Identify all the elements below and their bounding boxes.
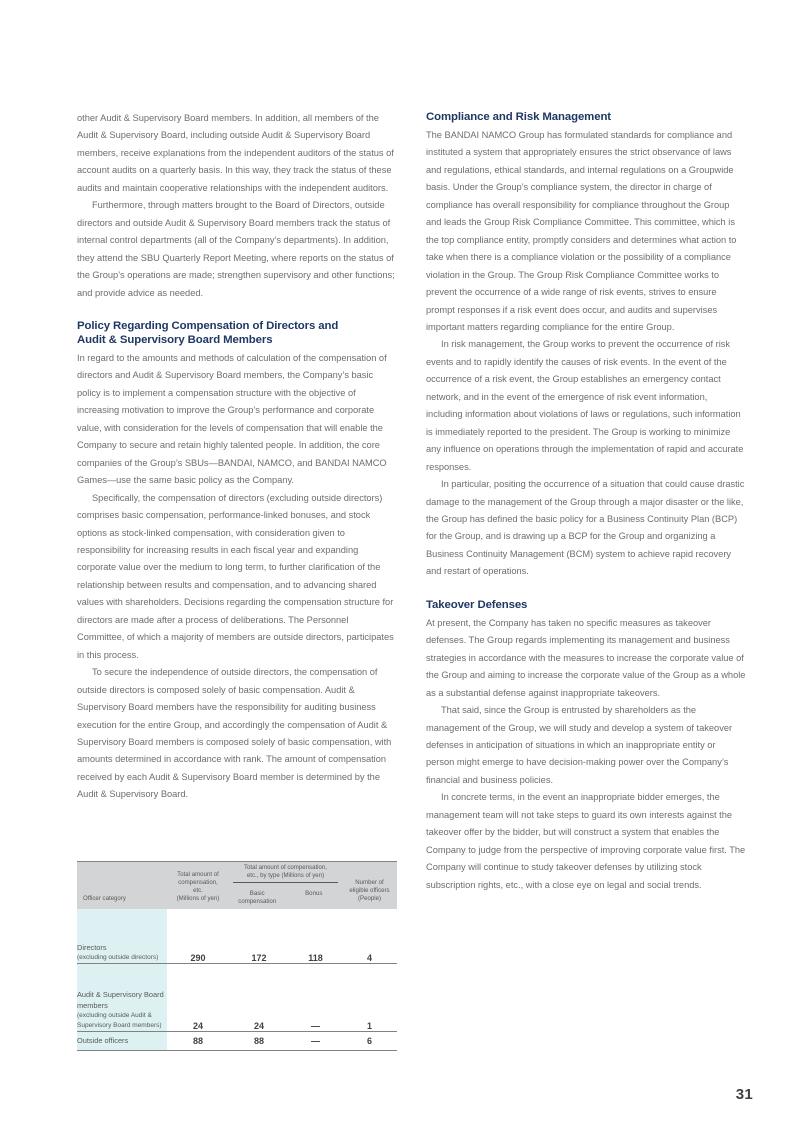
cell-bonus-audit-board: — [289,963,342,1031]
heading-takeover-defenses: Takeover Defenses [426,598,528,611]
header-label-eligible-line2: eligible officers [349,886,390,894]
header-label-eligible-line1: Number of [355,878,384,886]
header-subcolumns [229,890,342,906]
heading-policy-regarding-compensation [77,319,397,347]
cell-bonus-directors: 118 [289,909,342,963]
paragraph-takeover-that-said: That said, since the Group is entrusted by shareholders as the management of the Group, we will study and develop a system of takeover defenses in anticipation of situations in which an inappropriate entity or person might emerge to have decision-making power over the Company’s financial and business policies. [426,705,733,785]
cell-total-audit-board: 24 [167,963,229,1031]
header-label-bonus: Bonus [305,889,323,897]
header-label-by-type [229,864,342,880]
header-cell-officer-category [77,862,167,909]
paragraph-compensation-specifically: Specifically, the compensation of directors (excluding outside directors) comprises basic compensation, performance-linked bonuses, and stock options as stock-linked compensation, with consideration given to responsibility for increasing results in each fiscal year and expanding corporate value over the medium to long term, to further clarification of the relationship between results and compensation, and to advancing shared values with shareholders. Decisions regarding the compensation structure for directors are made after a process of deliberations. The Personnel Committee, of which a majority of members are outside directors, participates in this process. [77,492,394,660]
header-label-basic-line2: compensation [238,897,277,905]
category-main-audit-board: Audit & Supervisory Board members [77,989,164,1010]
header-label-total-line4: (Millions of yen) [176,894,220,902]
header-label-total-line2: compensation, [178,878,218,886]
header-cell-basic-compensation [229,890,286,906]
header-cell-eligible-officers [342,862,397,909]
paragraph-takeover-concrete-terms: In concrete terms, in the event an inappropriate bidder emerges, the management team will not take steps to guard its own interests against the takeover offer by the bidder, but will construct a system that enables the Company to judge from the perspective of improving corporate value first. The Company will continue to study takeover defenses by utilizing stock subscription rights, etc., with a close eye on legal and social trends. [426,792,746,890]
cell-category-outside-officers [77,1031,167,1050]
right-column [426,110,746,894]
category-sub-directors: (excluding outside directors) [77,953,159,961]
left-column [77,110,397,894]
paragraph-compensation-basic-policy: In regard to the amounts and methods of calculation of the compensation of directors and Audit & Supervisory Board members, the Company’s basic policy is to implement a compensation structure with the objective of increasing motivation to improve the Group’s performance and corporate value, with consideration for the levels of compensation that will enable the Company to secure and retain highly talented people. In addition, the core companies of the Group’s SBUs—BANDAI, NAMCO, and BANDAI NAMCO Games—use the same basic policy as the Company. [77,352,387,486]
cell-total-outside-officers: 88 [167,1031,229,1050]
cell-count-directors: 4 [342,909,397,963]
header-label-bytype-line1: Total amount of compensation, [244,864,327,871]
header-label-officer-category: Officer category [83,894,126,902]
heading-compliance-and-risk-management: Compliance and Risk Management [426,111,611,123]
header-cell-bonus [286,890,343,906]
table-row [77,1031,397,1050]
header-label-bytype-line2: etc., by type (Millions of yen) [246,872,325,880]
cell-basic-outside-officers: 88 [229,1031,289,1050]
cell-basic-audit-board: 24 [229,963,289,1031]
category-main-directors: Directors [77,942,107,952]
header-cell-total-amount [167,862,229,909]
paragraph-takeover-no-measures: At present, the Company has taken no specific measures as takeover defenses. The Group regards implementing its management and business strategies in accordance with the measures to increase the corporate value of the Group and aiming to increase the corporate value of the Group as a whole as a substantial defense against inappropriate takeovers. [426,617,746,698]
paragraph-continuation-audit-board: other Audit & Supervisory Board members. In addition, all members of the Audit & Supervisory Board, including outside Audit & Supervisory Board members, receive explanations from the independent auditors of the status of account audits on a quarterly basis. In this way, they track the status of these audits and maintain cooperative relationships with the independent auditors. [77,113,394,193]
paragraph-compliance-standards: The BANDAI NAMCO Group has formulated standards for compliance and instituted a system that appropriately ensures the strict observance of laws and regulations, ethical standards, and internal regulations on a Groupwide basis. Under the Group’s compliance system, the director in charge of compliance has overall responsibility for compliance throughout the Group and leads the Group Risk Compliance Committee. This committee, which is the top compliance entity, promptly considers and determines what action to take when there is a compliance violation or the possibility of a compliance violation in the Group. The Group Risk Compliance Committee works to prevent the occurrence of a wide range of risk events, strives to ensure prompt responses if a risk event does occur, and audits and supervises important matters regarding compliance for the entire Group. [426,130,737,332]
cell-count-audit-board: 1 [342,963,397,1031]
two-column-layout [77,110,746,894]
header-label-basic-line1: Basic [249,889,265,897]
heading-policy-line-1: Policy Regarding Compensation of Directors and [77,319,339,332]
cell-bonus-outside-officers: — [289,1031,342,1050]
header-label-total-line1: Total amount of [177,870,219,878]
table-header-row [77,862,397,909]
cell-count-outside-officers: 6 [342,1031,397,1050]
heading-policy-line-2: Audit & Supervisory Board Members [77,333,273,346]
paragraph-outside-director-independence: To secure the independence of outside directors, the compensation of outside directors is composed solely of basic compensation. Audit & Supervisory Board members have the responsibility for auditing business execution for the entire Group, and accordingly the compensation of Audit & Supervisory Board members is composed solely of basic compensation, with amounts determined in accordance with rank. The amount of compensation received by each Audit & Supervisory Board member is determined by the Audit & Supervisory Board. [77,667,392,800]
header-label-total-line3: etc. [193,886,203,894]
paragraph-furthermore-board-of-directors: Furthermore, through matters brought to the Board of Directors, outside directors and outside Audit & Supervisory Board members track the status of internal control departments (all of the Company’s departments). In addition, they attend the SBU Quarterly Report Meeting, where reports on the status of the Group’s operations are made; strengthen supervisory and other functions; and provide advice as needed. [77,200,395,298]
cell-basic-directors: 172 [229,909,289,963]
header-label-eligible-line3: (People) [357,894,382,902]
compensation-table [77,862,397,1051]
cell-total-directors: 290 [167,909,229,963]
paragraph-bcp-bcm: In particular, positing the occurrence of a situation that could cause drastic damage to the management of the Group through a major disaster or the like, the Group has defined the basic policy for a Business Continuity Plan (BCP) for the Group, and is drawing up a BCP for the Group and organizing a Business Continuity Management (BCM) system to achieve rapid recovery and restart of operations. [426,479,745,577]
page-number: 31 [735,1086,753,1103]
table-row [77,909,397,963]
header-group-rule [233,882,338,883]
category-sub-audit-board: (excluding outside Audit & Supervisory Board members) [77,1011,162,1029]
header-cell-by-type-group [229,862,342,909]
table-row [77,963,397,1031]
category-main-outside-officers: Outside officers [77,1035,129,1045]
cell-category-audit-board [77,963,167,1031]
cell-category-directors [77,909,167,963]
paragraph-risk-management: In risk management, the Group works to prevent the occurrence of risk events and to rapidly identify the causes of risk events. In the event of the occurrence of a risk event, the Group establishes an emergency contact network, and in the event of the emergence of risk event information, including information about violations of laws or regulations, such information is immediately reported to the president. The Group is working to minimize any influence on operations through the implementation of rapid and accurate responses. [426,339,744,472]
